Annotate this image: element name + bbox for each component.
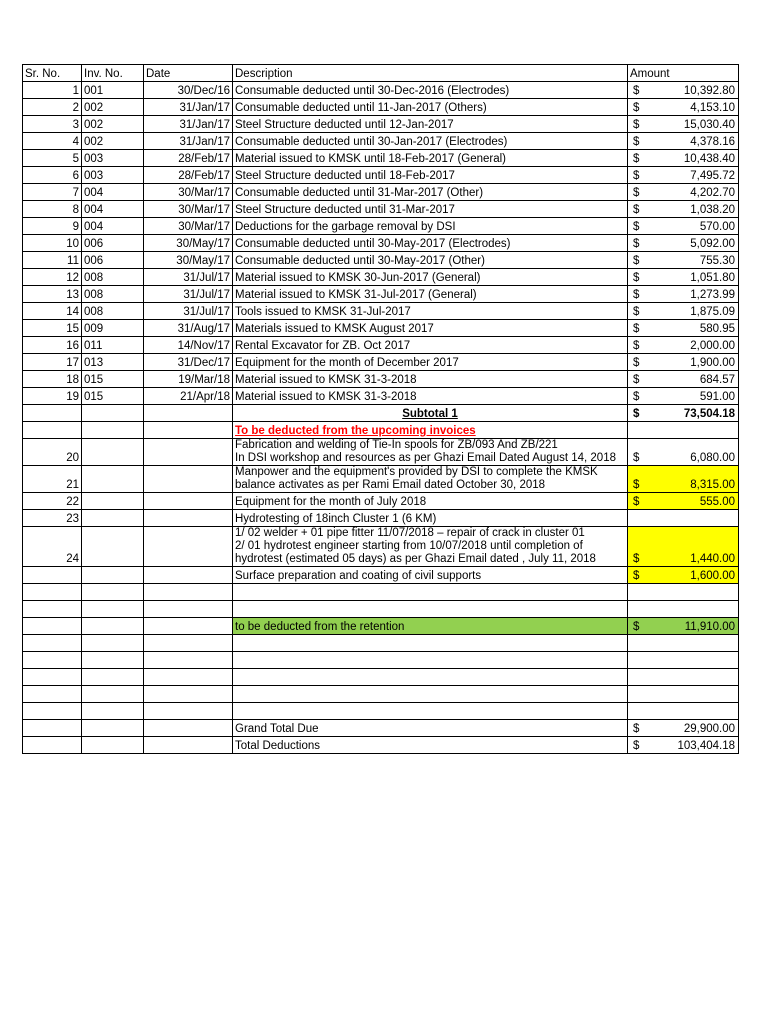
sr-number: 23 xyxy=(23,510,82,527)
empty-cell xyxy=(23,584,82,601)
retention-amount xyxy=(628,618,739,635)
description: Consumable deducted until 31-Mar-2017 (Other) xyxy=(233,184,628,201)
amount-value: 1,051.80 xyxy=(690,272,735,284)
empty-cell xyxy=(144,618,233,635)
empty-cell xyxy=(82,601,144,618)
empty-row xyxy=(23,669,739,686)
description: Consumable deducted until 30-May-2017 (Electrodes) xyxy=(233,235,628,252)
empty-cell xyxy=(23,635,82,652)
amount xyxy=(628,527,739,567)
invoice-date: 31/Jan/17 xyxy=(144,133,233,150)
table-row xyxy=(23,201,739,218)
currency-symbol: $ xyxy=(633,102,640,114)
sr-number: 11 xyxy=(23,252,82,269)
invoice-date: 31/Dec/17 xyxy=(144,354,233,371)
empty-row xyxy=(23,703,739,720)
sr-number: 8 xyxy=(23,201,82,218)
amount-value: 1,273.99 xyxy=(690,289,735,301)
amount xyxy=(628,567,739,584)
amount xyxy=(628,439,739,466)
amount-value: 7,495.72 xyxy=(690,170,735,182)
amount xyxy=(628,116,739,133)
amount-value: 580.95 xyxy=(699,323,735,335)
amount-value: 29,900.00 xyxy=(683,723,735,735)
invoice-date: 30/May/17 xyxy=(144,252,233,269)
empty-cell xyxy=(628,635,739,652)
grand-total-row xyxy=(23,720,739,737)
currency-symbol: $ xyxy=(633,170,640,182)
empty-cell xyxy=(144,527,233,567)
currency-symbol: $ xyxy=(633,136,640,148)
description: Fabrication and welding of Tie-In spools for ZB/093 And ZB/221 In DSI workshop and resources as per Ghazi Email Dated August 14, 2018 xyxy=(233,439,628,466)
amount-value: 1,038.20 xyxy=(690,204,735,216)
empty-cell xyxy=(628,686,739,703)
grand-total-amount xyxy=(628,720,739,737)
sr-number: 3 xyxy=(23,116,82,133)
sr-number: 9 xyxy=(23,218,82,235)
amount-value: 8,315.00 xyxy=(690,479,735,491)
amount-value: 10,392.80 xyxy=(683,85,735,97)
empty-cell xyxy=(82,618,144,635)
currency-symbol: $ xyxy=(633,723,640,735)
header-row xyxy=(23,65,739,82)
currency-symbol: $ xyxy=(633,204,640,216)
invoice-date: 31/Jan/17 xyxy=(144,116,233,133)
empty-cell xyxy=(144,422,233,439)
table-row xyxy=(23,99,739,116)
sr-number: 24 xyxy=(23,527,82,567)
pending-row xyxy=(23,466,739,493)
empty-cell xyxy=(144,439,233,466)
currency-symbol: $ xyxy=(633,187,640,199)
currency-symbol: $ xyxy=(633,289,640,301)
amount xyxy=(628,82,739,99)
description: Steel Structure deducted until 31-Mar-2017 xyxy=(233,201,628,218)
amount xyxy=(628,388,739,405)
description: Consumable deducted until 30-May-2017 (Other) xyxy=(233,252,628,269)
amount-value: 4,153.10 xyxy=(690,102,735,114)
currency-symbol: $ xyxy=(633,153,640,165)
amount xyxy=(628,150,739,167)
sr-number: 18 xyxy=(23,371,82,388)
header-description: Description xyxy=(233,65,628,82)
empty-cell xyxy=(144,493,233,510)
invoice-number: 004 xyxy=(82,218,144,235)
currency-symbol: $ xyxy=(633,374,640,386)
empty-row xyxy=(23,652,739,669)
empty-cell xyxy=(82,737,144,754)
table-row xyxy=(23,371,739,388)
pending-row xyxy=(23,527,739,567)
header-date: Date xyxy=(144,65,233,82)
description: Material issued to KMSK 31-3-2018 xyxy=(233,388,628,405)
empty-cell xyxy=(144,686,233,703)
amount xyxy=(628,252,739,269)
empty-cell xyxy=(23,737,82,754)
description: Equipment for the month of July 2018 xyxy=(233,493,628,510)
empty-cell xyxy=(82,720,144,737)
invoice-date: 30/Dec/16 xyxy=(144,82,233,99)
header-inv: Inv. No. xyxy=(82,65,144,82)
table-row xyxy=(23,337,739,354)
currency-symbol: $ xyxy=(633,496,640,508)
table-row xyxy=(23,82,739,99)
description: Material issued to KMSK 30-Jun-2017 (General) xyxy=(233,269,628,286)
invoice-number: 011 xyxy=(82,337,144,354)
invoice-number: 006 xyxy=(82,252,144,269)
amount xyxy=(628,133,739,150)
amount-value: 755.30 xyxy=(699,255,735,267)
amount xyxy=(628,493,739,510)
amount-value: 5,092.00 xyxy=(690,238,735,250)
invoice-number: 004 xyxy=(82,201,144,218)
empty-cell xyxy=(23,652,82,669)
amount xyxy=(628,201,739,218)
invoice-date: 28/Feb/17 xyxy=(144,150,233,167)
amount xyxy=(628,354,739,371)
invoice-date: 14/Nov/17 xyxy=(144,337,233,354)
empty-cell xyxy=(82,510,144,527)
empty-cell xyxy=(144,601,233,618)
invoice-number: 002 xyxy=(82,99,144,116)
empty-row xyxy=(23,686,739,703)
invoice-date: 30/Mar/17 xyxy=(144,184,233,201)
invoice-date: 31/Jul/17 xyxy=(144,269,233,286)
empty-cell xyxy=(144,635,233,652)
empty-row xyxy=(23,584,739,601)
empty-cell xyxy=(23,686,82,703)
description: Consumable deducted until 30-Jan-2017 (Electrodes) xyxy=(233,133,628,150)
invoice-date: 31/Aug/17 xyxy=(144,320,233,337)
sr-number: 10 xyxy=(23,235,82,252)
currency-symbol: $ xyxy=(633,391,640,403)
invoice-number: 004 xyxy=(82,184,144,201)
amount-value: 73,504.18 xyxy=(683,408,735,420)
upcoming-note: To be deducted from the upcoming invoices xyxy=(233,422,628,439)
description: 1/ 02 welder + 01 pipe fitter 11/07/2018 – repair of crack in cluster 01 2/ 01 hydrotest engineer starting from 10/07/2018 until completion of hydrotest (estimated 05 days) as per Ghazi Email dated , July 11, 2018 xyxy=(233,527,628,567)
total-deductions-amount xyxy=(628,737,739,754)
invoice-number: 008 xyxy=(82,303,144,320)
invoice-number: 013 xyxy=(82,354,144,371)
total-deductions-label: Total Deductions xyxy=(233,737,628,754)
empty-cell xyxy=(23,703,82,720)
currency-symbol: $ xyxy=(633,553,640,565)
invoice-number: 008 xyxy=(82,286,144,303)
empty-cell xyxy=(233,601,628,618)
description: Manpower and the equipment's provided by DSI to complete the KMSK balance activates as per Rami Email dated October 30, 2018 xyxy=(233,466,628,493)
empty-cell xyxy=(628,652,739,669)
empty-cell xyxy=(144,720,233,737)
empty-cell xyxy=(144,703,233,720)
amount xyxy=(628,235,739,252)
empty-cell xyxy=(82,584,144,601)
empty-cell xyxy=(82,669,144,686)
empty-cell xyxy=(144,466,233,493)
invoice-number: 015 xyxy=(82,388,144,405)
table-row xyxy=(23,235,739,252)
subtotal-row xyxy=(23,405,739,422)
sr-number: 16 xyxy=(23,337,82,354)
amount xyxy=(628,320,739,337)
empty-cell xyxy=(628,669,739,686)
empty-cell xyxy=(82,686,144,703)
invoice-number: 009 xyxy=(82,320,144,337)
sr-number: 7 xyxy=(23,184,82,201)
amount-value: 1,600.00 xyxy=(690,570,735,582)
amount xyxy=(628,286,739,303)
description: Equipment for the month of December 2017 xyxy=(233,354,628,371)
amount-value: 555.00 xyxy=(699,496,735,508)
description: Deductions for the garbage removal by DSI xyxy=(233,218,628,235)
amount-value: 4,202.70 xyxy=(690,187,735,199)
sr-number: 20 xyxy=(23,439,82,466)
sr-number: 12 xyxy=(23,269,82,286)
subtotal-amount xyxy=(628,405,739,422)
empty-cell xyxy=(82,703,144,720)
amount xyxy=(628,371,739,388)
invoice-number: 015 xyxy=(82,371,144,388)
invoice-number: 003 xyxy=(82,167,144,184)
pending-row xyxy=(23,493,739,510)
empty-cell xyxy=(82,652,144,669)
amount-value: 684.57 xyxy=(699,374,735,386)
empty-cell xyxy=(23,422,82,439)
invoice-date: 30/Mar/17 xyxy=(144,201,233,218)
amount xyxy=(628,218,739,235)
invoice-number: 006 xyxy=(82,235,144,252)
table-row xyxy=(23,303,739,320)
amount-value: 1,900.00 xyxy=(690,357,735,369)
invoice-date: 19/Mar/18 xyxy=(144,371,233,388)
empty-cell xyxy=(144,652,233,669)
empty-cell xyxy=(23,618,82,635)
description: Material issued to KMSK 31-Jul-2017 (General) xyxy=(233,286,628,303)
empty-cell xyxy=(628,703,739,720)
amount-value: 1,440.00 xyxy=(690,553,735,565)
sr-number: 6 xyxy=(23,167,82,184)
sr-number xyxy=(23,567,82,584)
empty-cell xyxy=(233,686,628,703)
empty-cell xyxy=(82,635,144,652)
sr-number: 22 xyxy=(23,493,82,510)
empty-cell xyxy=(23,405,82,422)
description: Material issued to KMSK until 18-Feb-2017 (General) xyxy=(233,150,628,167)
invoice-number: 008 xyxy=(82,269,144,286)
sr-number: 2 xyxy=(23,99,82,116)
currency-symbol: $ xyxy=(633,408,640,420)
empty-cell xyxy=(233,584,628,601)
invoice-date: 30/Mar/17 xyxy=(144,218,233,235)
empty-cell xyxy=(82,422,144,439)
empty-cell xyxy=(82,439,144,466)
amount xyxy=(628,99,739,116)
deductions-sheet xyxy=(22,64,739,754)
amount-value: 1,875.09 xyxy=(690,306,735,318)
currency-symbol: $ xyxy=(633,740,640,752)
header-sr: Sr. No. xyxy=(23,65,82,82)
grand-total-label: Grand Total Due xyxy=(233,720,628,737)
sr-number: 13 xyxy=(23,286,82,303)
description: Rental Excavator for ZB. Oct 2017 xyxy=(233,337,628,354)
description: Consumable deducted until 11-Jan-2017 (Others) xyxy=(233,99,628,116)
sr-number: 15 xyxy=(23,320,82,337)
description: Consumable deducted until 30-Dec-2016 (Electrodes) xyxy=(233,82,628,99)
invoice-date: 31/Jul/17 xyxy=(144,303,233,320)
currency-symbol: $ xyxy=(633,452,640,464)
empty-cell xyxy=(23,669,82,686)
empty-cell xyxy=(82,405,144,422)
table-row xyxy=(23,388,739,405)
currency-symbol: $ xyxy=(633,479,640,491)
table-row xyxy=(23,320,739,337)
amount-value: 10,438.40 xyxy=(683,153,735,165)
empty-cell xyxy=(144,510,233,527)
empty-cell xyxy=(628,422,739,439)
invoice-date: 28/Feb/17 xyxy=(144,167,233,184)
sr-number: 19 xyxy=(23,388,82,405)
empty-cell xyxy=(82,493,144,510)
sr-number: 5 xyxy=(23,150,82,167)
amount-value: 2,000.00 xyxy=(690,340,735,352)
amount xyxy=(628,269,739,286)
amount-value: 15,030.40 xyxy=(683,119,735,131)
amount-value: 4,378.16 xyxy=(690,136,735,148)
sr-number: 17 xyxy=(23,354,82,371)
upcoming-note-row xyxy=(23,422,739,439)
empty-cell xyxy=(144,567,233,584)
invoice-number: 001 xyxy=(82,82,144,99)
empty-cell xyxy=(628,601,739,618)
currency-symbol: $ xyxy=(633,272,640,284)
sr-number: 4 xyxy=(23,133,82,150)
table-row xyxy=(23,167,739,184)
currency-symbol: $ xyxy=(633,255,640,267)
total-deductions-row xyxy=(23,737,739,754)
empty-cell xyxy=(233,703,628,720)
subtotal-label: Subtotal 1 xyxy=(233,405,628,422)
empty-cell xyxy=(82,567,144,584)
invoice-number: 002 xyxy=(82,133,144,150)
amount xyxy=(628,337,739,354)
empty-cell xyxy=(144,405,233,422)
sr-number: 21 xyxy=(23,466,82,493)
sr-number: 1 xyxy=(23,82,82,99)
currency-symbol: $ xyxy=(633,340,640,352)
amount xyxy=(628,184,739,201)
empty-cell xyxy=(233,635,628,652)
amount xyxy=(628,167,739,184)
description: Surface preparation and coating of civil supports xyxy=(233,567,628,584)
invoice-number: 002 xyxy=(82,116,144,133)
sr-number: 14 xyxy=(23,303,82,320)
empty-row xyxy=(23,601,739,618)
description: Steel Structure deducted until 18-Feb-2017 xyxy=(233,167,628,184)
table-row xyxy=(23,286,739,303)
currency-symbol: $ xyxy=(633,570,640,582)
table-row xyxy=(23,218,739,235)
empty-cell xyxy=(23,720,82,737)
pending-row xyxy=(23,510,739,527)
table-row xyxy=(23,184,739,201)
pending-row xyxy=(23,439,739,466)
empty-cell xyxy=(233,669,628,686)
invoice-date: 21/Apr/18 xyxy=(144,388,233,405)
empty-cell xyxy=(144,584,233,601)
table-row xyxy=(23,150,739,167)
empty-cell xyxy=(628,584,739,601)
amount xyxy=(628,466,739,493)
amount-value: 103,404.18 xyxy=(677,740,735,752)
retention-label: to be deducted from the retention xyxy=(233,618,628,635)
description: Materials issued to KMSK August 2017 xyxy=(233,320,628,337)
currency-symbol: $ xyxy=(633,85,640,97)
empty-cell xyxy=(82,527,144,567)
empty-cell xyxy=(144,669,233,686)
empty-cell xyxy=(23,601,82,618)
description: Hydrotesting of 18inch Cluster 1 (6 KM) xyxy=(233,510,628,527)
invoice-date: 31/Jul/17 xyxy=(144,286,233,303)
currency-symbol: $ xyxy=(633,323,640,335)
table-row xyxy=(23,133,739,150)
amount-value: 11,910.00 xyxy=(684,621,735,633)
table-row xyxy=(23,252,739,269)
empty-row xyxy=(23,635,739,652)
table-row xyxy=(23,269,739,286)
empty-cell xyxy=(628,510,739,527)
amount-value: 591.00 xyxy=(699,391,735,403)
empty-cell xyxy=(144,737,233,754)
table-row xyxy=(23,354,739,371)
invoice-date: 30/May/17 xyxy=(144,235,233,252)
retention-row xyxy=(23,618,739,635)
currency-symbol: $ xyxy=(633,306,640,318)
empty-cell xyxy=(82,466,144,493)
description: Tools issued to KMSK 31-Jul-2017 xyxy=(233,303,628,320)
table-row xyxy=(23,116,739,133)
header-amount: Amount xyxy=(628,65,739,82)
currency-symbol: $ xyxy=(633,221,640,233)
currency-symbol: $ xyxy=(633,357,640,369)
description: Material issued to KMSK 31-3-2018 xyxy=(233,371,628,388)
description: Steel Structure deducted until 12-Jan-2017 xyxy=(233,116,628,133)
empty-cell xyxy=(233,652,628,669)
pending-row xyxy=(23,567,739,584)
invoice-date: 31/Jan/17 xyxy=(144,99,233,116)
amount-value: 570.00 xyxy=(699,221,735,233)
currency-symbol: $ xyxy=(633,119,640,131)
amount-value: 6,080.00 xyxy=(690,452,735,464)
invoice-number: 003 xyxy=(82,150,144,167)
currency-symbol: $ xyxy=(633,621,640,633)
amount xyxy=(628,303,739,320)
currency-symbol: $ xyxy=(633,238,640,250)
